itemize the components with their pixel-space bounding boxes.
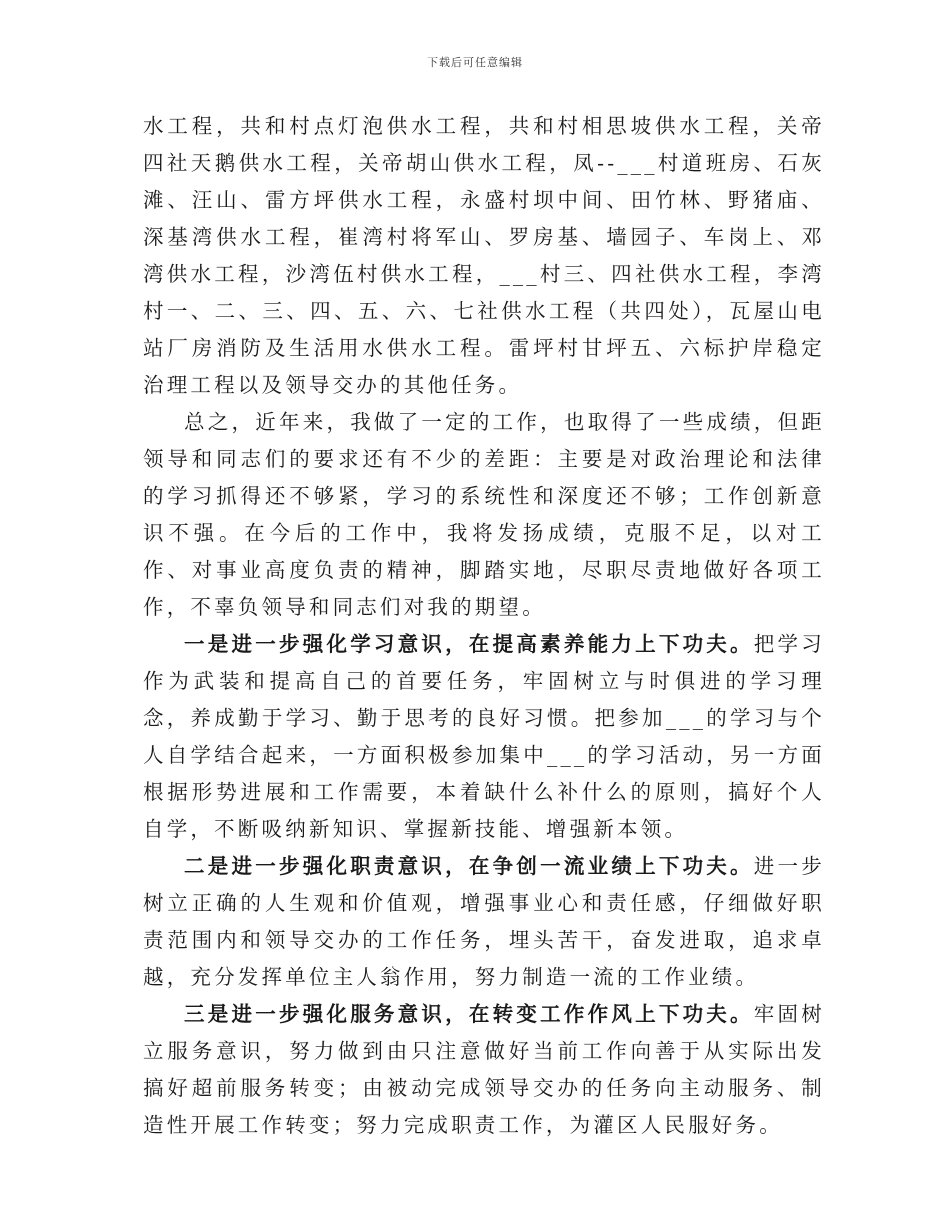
page-header: 下载后可任意编辑 — [427, 56, 523, 69]
document-body — [143, 108, 825, 1144]
paragraph-point-one — [143, 626, 825, 848]
paragraph-water-projects — [143, 108, 825, 404]
paragraph-text: 进一步树立正确的人生观和价值观，增强事业心和责任感，仔细做好职责范围内和领导交办的工作任务，埋头苦干，奋发进取，追求卓越，充分发挥单位主人翁作用，努力制造一流的工作业绩。 — [143, 854, 825, 989]
paragraph-text: 把学习作为武装和提高自己的首要任务，牢固树立与时俱进的学习理念，养成勤于学习、勤于思考的良好习惯。把参加___的学习与个人自学结合起来，一方面积极参加集中___的学习活动，另一方面根据形势进展和工作需要，本着缺什么补什么的原则，搞好个人自学，不断吸纳新知识、掌握新技能、增强新本领。 — [143, 632, 825, 841]
paragraph-lead: 二是进一步强化职责意识，在争创一流业绩上下功夫。 — [184, 854, 754, 878]
paragraph-text: 牢固树立服务意识，努力做到由只注意做好当前工作向善于从实际出发搞好超前服务转变；由被动完成领导交办的任务向主动服务、制造性开展工作转变；努力完成职责工作，为灌区人民服好务。 — [143, 1002, 825, 1137]
paragraph-lead: 一是进一步强化学习意识，在提高素养能力上下功夫。 — [184, 632, 754, 656]
paragraph-point-two — [143, 848, 825, 996]
paragraph-text: 水工程，共和村点灯泡供水工程，共和村相思坡供水工程，关帝四社天鹅供水工程，关帝胡山供水工程，凤--___村道班房、石灰滩、汪山、雷方坪供水工程，永盛村坝中间、田竹林、野猪庙、深基湾供水工程，崔湾村将军山、罗房基、墙园子、车岗上、邓湾供水工程，沙湾伍村供水工程，___村三、四社供水工程，李湾村一、二、三、四、五、六、七社供水工程（共四处），瓦屋山电站厂房消防及生活用水供水工程。雷坪村甘坪五、六标护岸稳定治理工程以及领导交办的其他任务。 — [143, 114, 825, 397]
paragraph-summary — [143, 404, 825, 626]
paragraph-point-three — [143, 996, 825, 1144]
paragraph-lead: 三是进一步强化服务意识，在转变工作作风上下功夫。 — [184, 1002, 754, 1026]
paragraph-text: 总之，近年来，我做了一定的工作，也取得了一些成绩，但距领导和同志们的要求还有不少的差距：主要是对政治理论和法律的学习抓得还不够紧，学习的系统性和深度还不够；工作创新意识不强。在今后的工作中，我将发扬成绩，克服不足，以对工作、对事业高度负责的精神，脚踏实地，尽职尽责地做好各项工作，不辜负领导和同志们对我的期望。 — [143, 410, 825, 619]
